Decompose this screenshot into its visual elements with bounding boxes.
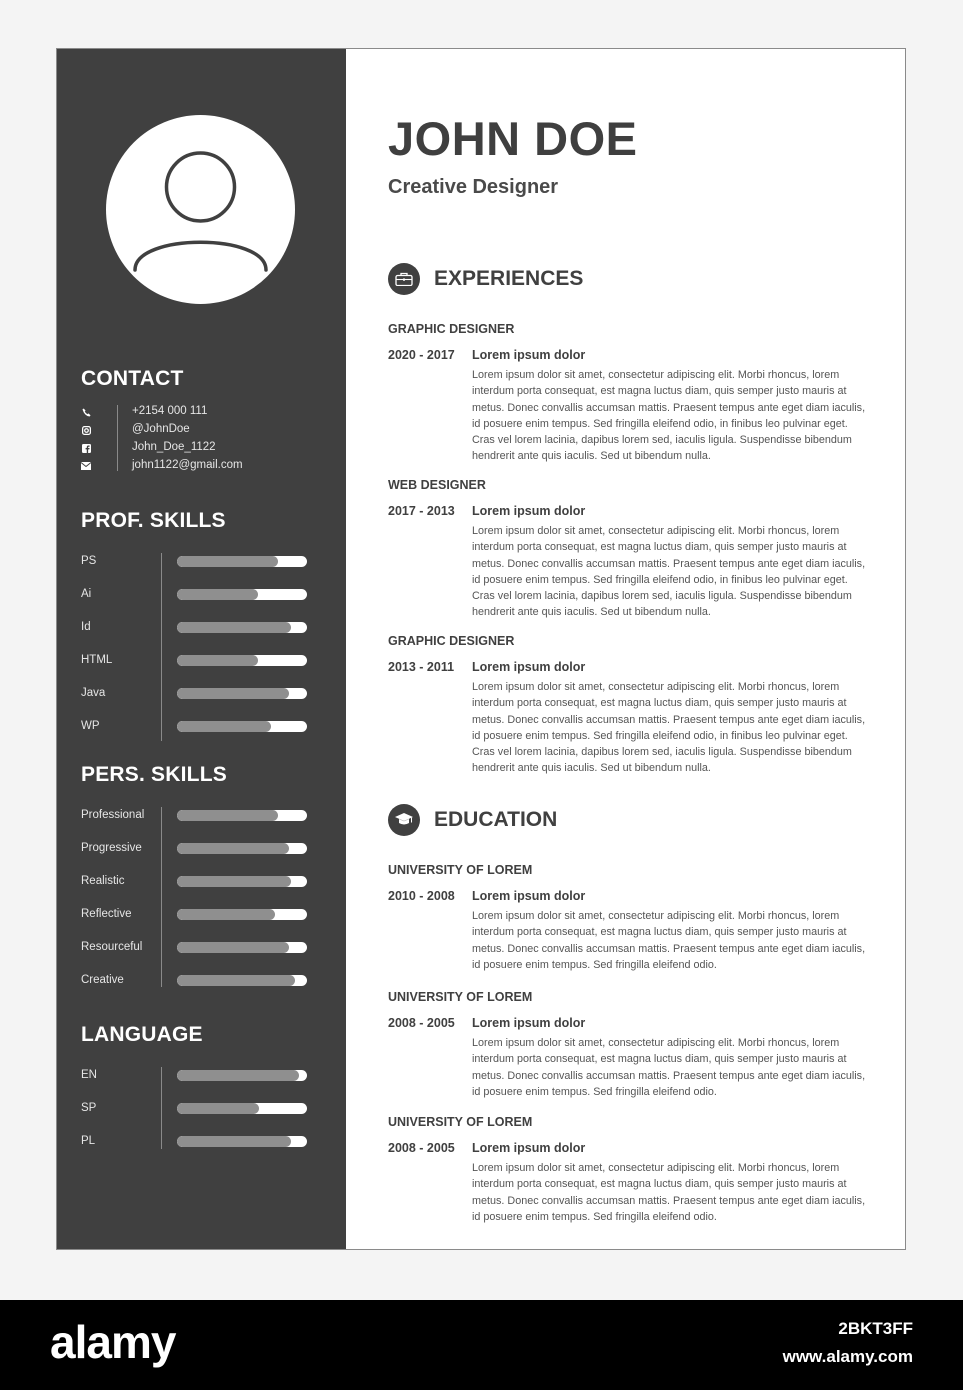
language-heading: LANGUAGE — [81, 1023, 203, 1046]
skill-row — [81, 621, 307, 654]
skill-label: SP — [81, 1102, 97, 1114]
skill-bar-fill — [177, 975, 295, 986]
language-list — [81, 1069, 307, 1168]
skill-bar — [177, 1136, 307, 1147]
skill-bar-fill — [177, 942, 289, 953]
main-content — [346, 49, 905, 1249]
email-icon — [81, 461, 91, 471]
skill-bar — [177, 876, 307, 887]
entry-subtitle: Lorem ipsum dolor — [472, 504, 586, 518]
skill-bar-fill — [177, 688, 289, 699]
pers-skills-list — [81, 809, 307, 1007]
skill-row — [81, 974, 307, 1007]
contact-text: @JohnDoe — [132, 423, 190, 435]
skill-row — [81, 588, 307, 621]
skill-label: Resourceful — [81, 941, 143, 953]
entry-subtitle: Lorem ipsum dolor — [472, 889, 586, 903]
skill-row — [81, 809, 307, 842]
entry-years: 2008 - 2005 — [388, 1016, 455, 1030]
skill-label: PL — [81, 1135, 96, 1147]
skill-label: Java — [81, 687, 106, 699]
entry-years: 2017 - 2013 — [388, 504, 455, 518]
entry-description: Lorem ipsum dolor sit amet, consectetur adipiscing elit. Morbi rhoncus, lorem interdum porta consequat, est magna luctus diam, quis semper justo mauris at metus. Donec convallis accumsan mattis. Praesent tempus ante eget diam iaculis, id posuere enim tempus. Sed fringilla eleifend odio. — [472, 1162, 866, 1223]
prof-skills-list — [81, 555, 307, 753]
skill-bar-fill — [177, 1070, 299, 1081]
skill-bar — [177, 843, 307, 854]
skill-row — [81, 687, 307, 720]
entry — [388, 863, 868, 971]
education-header — [388, 804, 557, 836]
entry-subtitle: Lorem ipsum dolor — [472, 1016, 586, 1030]
entry-description: Lorem ipsum dolor sit amet, consectetur adipiscing elit. Morbi rhoncus, lorem interdum porta consequat, est magna luctus diam, quis semper justo mauris at metus. Donec convallis accumsan mattis. Praesent tempus ante eget diam iaculis, id posuere enim tempus. Sed fringilla eleifend odio, in finibus leo pulvinar eget. Cras vel lorem lacinia, dapibus lorem sed, iaculis ligula. Suspendisse bibendum hendrerit ante quis iaculis. Sed ut bibendum nulla. — [472, 369, 866, 463]
skill-row — [81, 842, 307, 875]
skill-label: Reflective — [81, 908, 132, 920]
pers-skills-heading: PERS. SKILLS — [81, 763, 227, 786]
instagram-icon — [81, 425, 91, 435]
entry-description: Lorem ipsum dolor sit amet, consectetur adipiscing elit. Morbi rhoncus, lorem interdum porta consequat, est magna luctus diam, quis semper justo mauris at metus. Donec convallis accumsan mattis. Praesent tempus ante eget diam iaculis, id posuere enim tempus. Sed fringilla eleifend odio, in finibus leo pulvinar eget. Cras vel lorem lacinia, dapibus lorem sed, iaculis ligula. Suspendisse bibendum hendrerit ante quis iaculis. Sed ut bibendum nulla. — [472, 681, 866, 775]
skill-bar — [177, 909, 307, 920]
skill-label: Professional — [81, 809, 145, 821]
education-title: EDUCATION — [434, 808, 558, 831]
contact-text: +2154 000 111 — [132, 405, 208, 417]
skill-bar — [177, 622, 307, 633]
skill-label: Ai — [81, 588, 92, 600]
skill-bar-fill — [177, 909, 275, 920]
entry-subtitle: Lorem ipsum dolor — [472, 660, 586, 674]
skill-row — [81, 941, 307, 974]
skill-label: WP — [81, 720, 100, 732]
contact-email — [81, 458, 321, 476]
skill-bar-fill — [177, 1103, 259, 1114]
contact-heading: CONTACT — [81, 367, 184, 390]
entry — [388, 990, 868, 1098]
prof-skills-heading: PROF. SKILLS — [81, 509, 226, 532]
skill-bar — [177, 688, 307, 699]
stock-url: www.alamy.com — [782, 1347, 913, 1366]
skill-row — [81, 1102, 307, 1135]
briefcase-icon — [388, 263, 420, 295]
skill-bar — [177, 810, 307, 821]
stock-logo: alamy — [50, 1316, 176, 1368]
skill-bar — [177, 655, 307, 666]
skill-label: Id — [81, 621, 91, 633]
person-name: JOHN DOE — [388, 112, 638, 165]
skill-bar — [177, 1070, 307, 1081]
skill-bar-fill — [177, 655, 258, 666]
skill-bar — [177, 589, 307, 600]
entry-years: 2010 - 2008 — [388, 889, 455, 903]
image-id: 2BKT3FF — [838, 1319, 913, 1338]
skill-bar-fill — [177, 589, 258, 600]
entry — [388, 478, 868, 619]
experiences-header — [388, 263, 583, 295]
facebook-icon — [81, 443, 91, 453]
skill-bar — [177, 556, 307, 567]
resume-page — [56, 48, 906, 1250]
entry-description: Lorem ipsum dolor sit amet, consectetur adipiscing elit. Morbi rhoncus, lorem interdum porta consequat, est magna luctus diam, quis semper justo mauris at metus. Donec convallis accumsan mattis. Praesent tempus ante eget diam iaculis, id posuere enim tempus. Sed fringilla eleifend odio, in finibus leo pulvinar eget. Cras vel lorem lacinia, dapibus lorem sed, iaculis ligula. Suspendisse bibendum hendrerit ante quis iaculis. Sed ut bibendum nulla. — [472, 525, 866, 619]
skill-label: Creative — [81, 974, 124, 986]
skill-bar-fill — [177, 1136, 291, 1147]
skill-label: HTML — [81, 654, 113, 666]
user-icon — [106, 115, 295, 304]
skill-bar-fill — [177, 556, 278, 567]
avatar — [106, 115, 295, 304]
contact-instagram — [81, 422, 321, 440]
skill-label: Progressive — [81, 842, 142, 854]
entry-years: 2013 - 2011 — [388, 660, 455, 674]
contact-phone — [81, 404, 321, 422]
skill-bar — [177, 721, 307, 732]
skill-row — [81, 875, 307, 908]
contact-list — [81, 404, 321, 476]
skill-bar — [177, 1103, 307, 1114]
entry-title: UNIVERSITY OF LOREM — [388, 1115, 533, 1129]
contact-text: john1122@gmail.com — [132, 459, 243, 471]
skill-bar-fill — [177, 810, 278, 821]
entry-title: UNIVERSITY OF LOREM — [388, 990, 533, 1004]
skill-label: EN — [81, 1069, 97, 1081]
skill-row — [81, 654, 307, 687]
experiences-title: EXPERIENCES — [434, 267, 584, 290]
entry-description: Lorem ipsum dolor sit amet, consectetur adipiscing elit. Morbi rhoncus, lorem interdum porta consequat, est magna luctus diam, quis semper justo mauris at metus. Donec convallis accumsan mattis. Praesent tempus ante eget diam iaculis, id posuere enim tempus. Sed fringilla eleifend odio. — [472, 1037, 866, 1098]
entry-title: GRAPHIC DESIGNER — [388, 322, 515, 336]
entry-title: GRAPHIC DESIGNER — [388, 634, 515, 648]
entry-years: 2020 - 2017 — [388, 348, 455, 362]
entry-subtitle: Lorem ipsum dolor — [472, 348, 586, 362]
skill-row — [81, 908, 307, 941]
graduation-cap-icon — [388, 804, 420, 836]
entry — [388, 1115, 868, 1223]
skill-row — [81, 555, 307, 588]
entry-title: UNIVERSITY OF LOREM — [388, 863, 533, 877]
entry-years: 2008 - 2005 — [388, 1141, 455, 1155]
skill-bar — [177, 942, 307, 953]
entry-title: WEB DESIGNER — [388, 478, 486, 492]
person-title: Creative Designer — [388, 176, 559, 198]
contact-text: John_Doe_1122 — [132, 441, 216, 453]
skill-label: PS — [81, 555, 97, 567]
skill-bar-fill — [177, 876, 291, 887]
phone-icon — [81, 407, 91, 417]
sidebar — [57, 49, 346, 1249]
entry-description: Lorem ipsum dolor sit amet, consectetur adipiscing elit. Morbi rhoncus, lorem interdum porta consequat, est magna luctus diam, quis semper justo mauris at metus. Donec convallis accumsan mattis. Praesent tempus ante eget diam iaculis, id posuere enim tempus. Sed fringilla eleifend odio. — [472, 910, 866, 971]
skill-bar-fill — [177, 622, 291, 633]
skill-row — [81, 1069, 307, 1102]
contact-facebook — [81, 440, 321, 458]
entry — [388, 322, 868, 463]
skill-row — [81, 720, 307, 753]
skill-label: Realistic — [81, 875, 125, 887]
skill-bar-fill — [177, 843, 289, 854]
entry-subtitle: Lorem ipsum dolor — [472, 1141, 586, 1155]
skill-bar-fill — [177, 721, 271, 732]
skill-bar — [177, 975, 307, 986]
entry — [388, 634, 868, 775]
skill-row — [81, 1135, 307, 1168]
